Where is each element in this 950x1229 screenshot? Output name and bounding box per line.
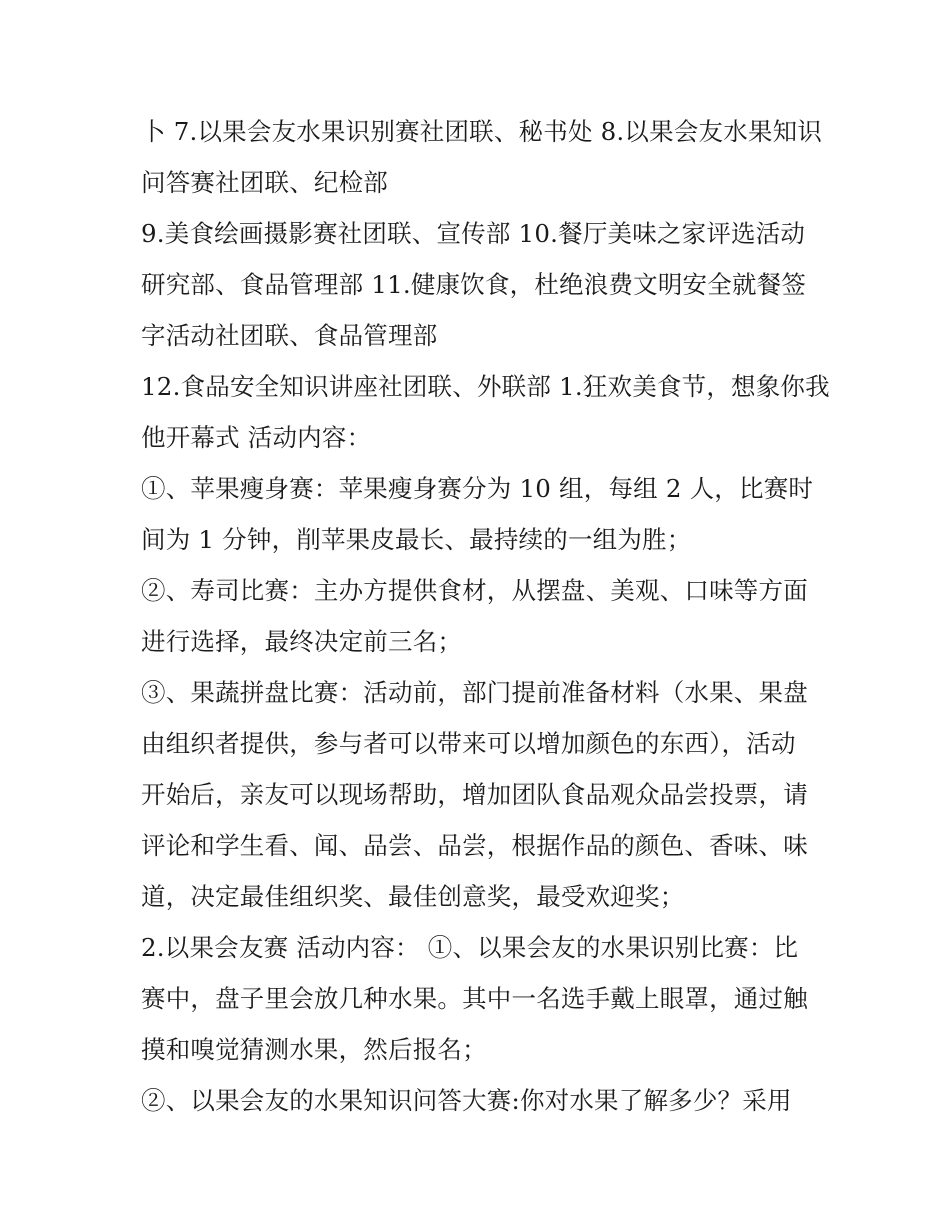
text-line: 2.以果会友赛 活动内容： ①、以果会友的水果识别比赛：比	[141, 933, 799, 962]
text-line: ②、以果会友的水果知识问答大赛:你对水果了解多少？采用	[141, 1086, 792, 1115]
text-line: 卜 7.以果会友水果识别赛社团联、秘书处 8.以果会友水果知识	[141, 117, 823, 146]
text-line: 进行选择，最终决定前三名；	[141, 627, 463, 656]
text-line: ①、苹果瘦身赛：苹果瘦身赛分为 10 组，每组 2 人，比赛时	[141, 474, 814, 503]
text-line: 研究部、食品管理部 11.健康饮食，杜绝浪费文明安全就餐签	[141, 270, 807, 299]
text-line: 开始后，亲友可以现场帮助，增加团队食品观众品尝投票，请	[141, 780, 808, 809]
text-line: 他开幕式 活动内容：	[141, 423, 372, 452]
text-line: 道，决定最佳组织奖、最佳创意奖，最受欢迎奖；	[141, 882, 685, 911]
text-line: 字活动社团联、食品管理部	[141, 321, 438, 350]
text-line: 12.食品安全知识讲座社团联、外联部 1.狂欢美食节，想象你我	[141, 372, 830, 401]
text-line: ②、寿司比赛：主办方提供食材，从摆盘、美观、口味等方面	[141, 576, 808, 605]
text-line: 赛中，盘子里会放几种水果。其中一名选手戴上眼罩，通过触	[141, 984, 808, 1013]
document-body	[141, 106, 830, 1126]
text-line: 摸和嗅觉猜测水果，然后报名；	[141, 1035, 487, 1064]
text-line: 问答赛社团联、纪检部	[141, 168, 388, 197]
text-line: 由组织者提供，参与者可以带来可以增加颜色的东西），活动	[141, 729, 796, 758]
text-line: 间为 1 分钟，削苹果皮最长、最持续的一组为胜；	[141, 525, 692, 554]
text-line: 9.美食绘画摄影赛社团联、宣传部 10.餐厅美味之家评选活动	[141, 219, 806, 248]
text-line: 评论和学生看、闻、品尝、品尝，根据作品的颜色、香味、味	[141, 831, 808, 860]
text-line: ③、果蔬拼盘比赛：活动前，部门提前准备材料（水果、果盘	[141, 678, 808, 707]
